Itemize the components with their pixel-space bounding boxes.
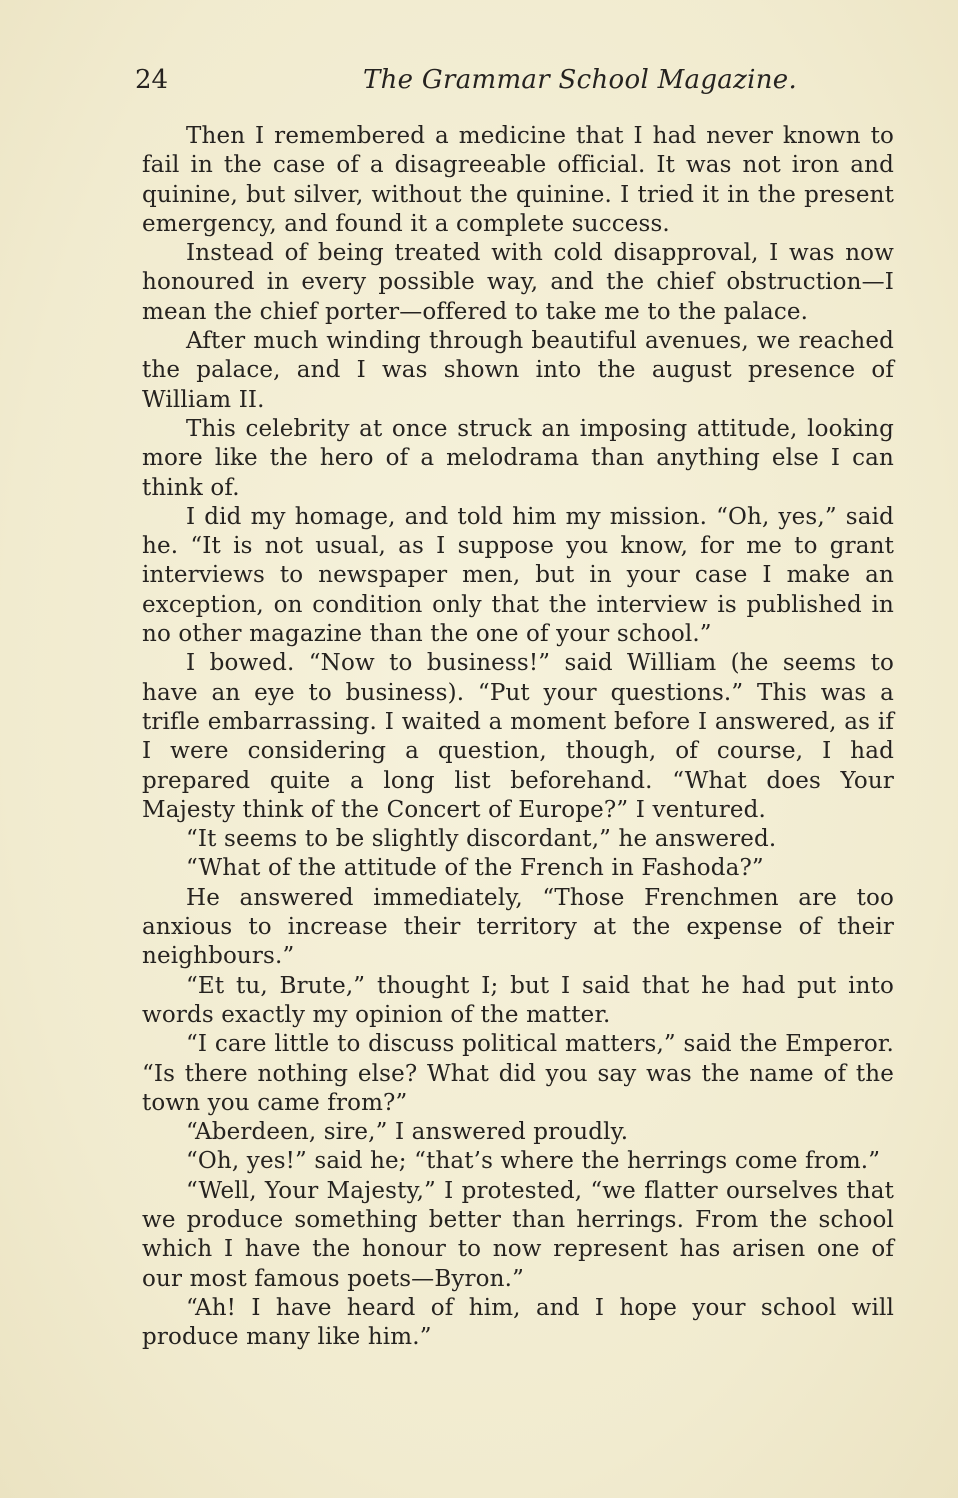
paragraph: “What of the attitude of the French in Fashoda?” [186, 855, 764, 882]
paragraph: “Et tu, Brute,” thought I; but I said that he had put into words exactly my opinion of the matter. [142, 972, 894, 1028]
paragraph: This celebrity at once struck an imposing attitude, looking more like the hero of a melodrama than anything else I can think of. [142, 415, 894, 501]
article-body [142, 122, 894, 1352]
paragraph: I did my homage, and told him my mission. “Oh, yes,” said he. “It is not usual, as I suppose you know, for me to grant interviews to newspaper men, but in your case I make an exception, on condition only that the interview is published in no other magazine than the one of your school.” [142, 503, 894, 648]
paragraph: He answered immediately, “Those Frenchmen are too anxious to increase their territory at the expense of their neighbours.” [142, 884, 894, 970]
paragraph: “Ah! I have heard of him, and I hope your school will produce many like him.” [142, 1294, 894, 1351]
page-number: 24 [135, 65, 169, 95]
running-title: The Grammar School Magazine. [362, 65, 798, 95]
paragraph: “It seems to be slightly discordant,” he answered. [186, 826, 777, 853]
paragraph: Then I remembered a medicine that I had never known to fail in the case of a disagreeable official. It was not iron and quinine, but silver, without the quinine. I tried it in the present emergency, and found it a complete success. [142, 123, 894, 237]
paragraph: “Aberdeen, sire,” I answered proudly. [186, 1119, 629, 1146]
page-header [135, 60, 895, 100]
paragraph: “Oh, yes!” said he; “that’s where the herrings come from.” [186, 1148, 881, 1175]
paragraph: “Well, Your Majesty,” I protested, “we flatter ourselves that we produce something better than herrings. From the school which I have the honour to now represent has arisen one of our most famous poets—Byron.” [142, 1177, 894, 1292]
paragraph: Instead of being treated with cold disapproval, I was now honoured in every possible way, and the chief obstruction—I mean the chief porter—offered to take me to the palace. [142, 240, 894, 325]
paragraph: I bowed. “Now to business!” said William (he seems to have an eye to business). “Put your questions.” This was a trifle embarrassing. I waited a moment before I answered, as if I were considering a question, though, of course, I had prepared quite a long list beforehand. “What does Your Majesty think of the Concert of Europe?” I ventured. [142, 650, 894, 823]
paragraph: After much winding through beautiful avenues, we reached the palace, and I was shown into the august presence of William II. [142, 328, 894, 413]
paragraph: “I care little to discuss political matters,” said the Emperor. “Is there nothing else? What did you say was the name of the town you came from?” [142, 1031, 894, 1116]
